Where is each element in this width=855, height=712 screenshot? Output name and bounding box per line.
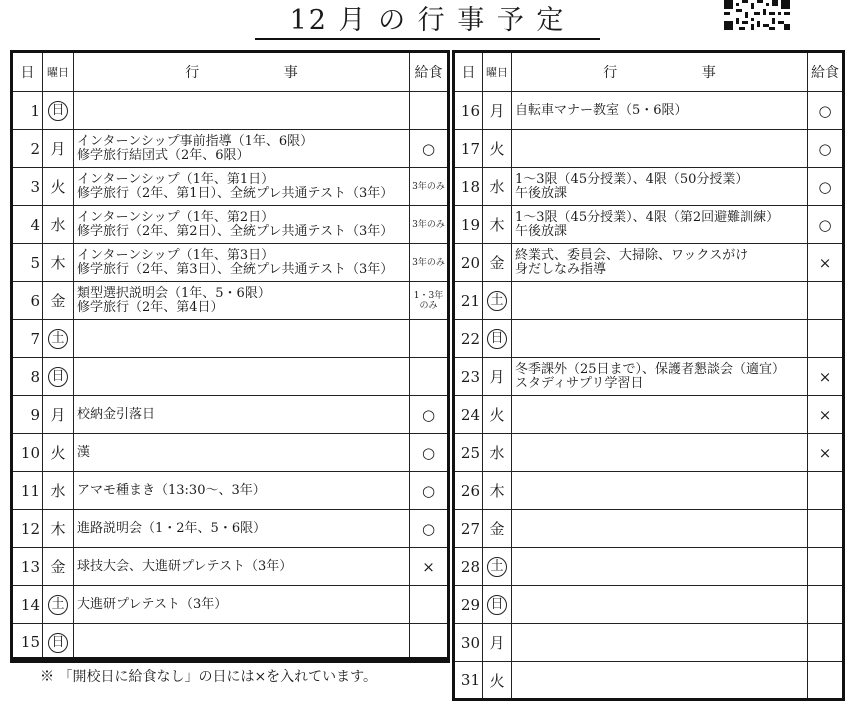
event-cell	[74, 624, 410, 662]
day-number: 26	[454, 472, 483, 510]
weekday: 月	[489, 102, 505, 120]
day-number: 24	[454, 396, 483, 434]
event-cell	[512, 282, 808, 320]
lunch-mark	[808, 320, 844, 358]
table-row	[454, 662, 844, 700]
lunch-mark: ×	[410, 548, 449, 586]
weekday-cell	[43, 510, 74, 548]
event-cell	[512, 624, 808, 662]
weekday-circled: 日	[48, 367, 68, 387]
lunch-mark: 3年のみ	[410, 168, 449, 206]
weekday-cell	[43, 206, 74, 244]
event-line: スタディサプリ学習日	[515, 375, 644, 391]
table-row	[12, 130, 449, 168]
event-cell	[512, 434, 808, 472]
lunch-mark: ○	[410, 510, 449, 548]
day-number: 23	[454, 358, 483, 396]
day-number: 27	[454, 510, 483, 548]
table-row	[12, 244, 449, 282]
table-row	[12, 282, 449, 320]
event-line: 終業式、委員会、大掃除、ワックスがけ	[515, 247, 749, 263]
day-number: 7	[12, 320, 43, 358]
lunch-mark	[808, 586, 844, 624]
event-line: 修学旅行（2年、第2日）、全統プレ共通テスト（3年）	[77, 223, 394, 239]
schedule-table-right	[452, 50, 845, 701]
weekday-cell	[43, 282, 74, 320]
header-weekday: 曜日	[483, 52, 512, 92]
day-number: 6	[12, 282, 43, 320]
weekday: 金	[50, 558, 66, 576]
weekday: 木	[50, 520, 66, 538]
weekday-cell	[483, 206, 512, 244]
event-line: インターンシップ（1年、第1日）	[77, 171, 275, 187]
weekday-cell	[43, 92, 74, 130]
event-cell	[74, 130, 410, 168]
weekday-cell	[43, 168, 74, 206]
day-number: 31	[454, 662, 483, 700]
weekday: 火	[489, 140, 505, 158]
weekday-circled: 日	[487, 595, 507, 615]
lunch-mark: ×	[808, 358, 844, 396]
weekday-cell	[43, 244, 74, 282]
event-line: アマモ種まき（13:30～、3年）	[77, 482, 266, 498]
weekday-cell	[483, 586, 512, 624]
table-row	[12, 434, 449, 472]
lunch-mark: ○	[808, 168, 844, 206]
weekday-cell	[483, 130, 512, 168]
weekday-cell	[43, 358, 74, 396]
weekday-cell	[483, 320, 512, 358]
table-row	[454, 358, 844, 396]
table-row	[12, 472, 449, 510]
lunch-mark: ×	[808, 434, 844, 472]
table-row	[12, 168, 449, 206]
lunch-mark: ○	[410, 434, 449, 472]
event-cell	[512, 586, 808, 624]
weekday-cell	[483, 92, 512, 130]
note-divider	[10, 657, 447, 660]
day-number: 2	[12, 130, 43, 168]
event-cell	[512, 244, 808, 282]
table-row	[454, 396, 844, 434]
weekday: 金	[489, 520, 505, 538]
event-line: 午後放課	[515, 223, 568, 239]
event-line: 校納金引落日	[77, 406, 156, 422]
day-number: 30	[454, 624, 483, 662]
weekday-circled: 土	[48, 329, 68, 349]
event-cell	[74, 168, 410, 206]
event-cell	[74, 548, 410, 586]
footnote: ※ 「開校日に給食なし」の日には×を入れています。	[40, 669, 378, 685]
event-line: インターンシップ（1年、第2日）	[77, 209, 275, 225]
weekday: 金	[50, 292, 66, 310]
event-cell	[74, 282, 410, 320]
day-number: 15	[12, 624, 43, 662]
event-cell	[512, 396, 808, 434]
day-number: 4	[12, 206, 43, 244]
event-cell	[74, 586, 410, 624]
lunch-mark: ○	[808, 92, 844, 130]
weekday: 木	[489, 216, 505, 234]
lunch-mark	[410, 586, 449, 624]
weekday-cell	[483, 624, 512, 662]
event-cell	[512, 662, 808, 700]
table-row	[12, 358, 449, 396]
weekday: 月	[489, 634, 505, 652]
event-cell	[74, 510, 410, 548]
day-number: 10	[12, 434, 43, 472]
lunch-mark: 3年のみ	[410, 206, 449, 244]
weekday-circled: 日	[48, 633, 68, 653]
weekday-cell	[483, 168, 512, 206]
day-number: 22	[454, 320, 483, 358]
table-row	[12, 624, 449, 662]
weekday: 月	[489, 368, 505, 386]
weekday-circled: 日	[48, 101, 68, 121]
table-row	[454, 282, 844, 320]
weekday-cell	[483, 662, 512, 700]
lunch-mark	[808, 510, 844, 548]
event-cell	[74, 244, 410, 282]
table-row	[454, 624, 844, 662]
weekday: 月	[50, 140, 66, 158]
qr-code-icon	[724, 0, 790, 30]
table-row	[454, 244, 844, 282]
lunch-mark: ×	[808, 396, 844, 434]
weekday-circled: 土	[487, 291, 507, 311]
table-row	[454, 434, 844, 472]
event-line: 午後放課	[515, 185, 568, 201]
header-event: 行 事	[74, 52, 410, 92]
event-line: 類型選択説明会（1年、5・6限）	[77, 285, 271, 301]
day-number: 14	[12, 586, 43, 624]
event-cell	[512, 130, 808, 168]
event-line: 冬季課外（25日まで）、保護者懇談会（適宜）	[515, 361, 786, 377]
day-number: 28	[454, 548, 483, 586]
table-row	[454, 92, 844, 130]
lunch-mark	[410, 92, 449, 130]
event-cell	[74, 396, 410, 434]
weekday-cell	[43, 472, 74, 510]
weekday-circled: 土	[48, 595, 68, 615]
header-day: 日	[454, 52, 483, 92]
event-cell	[74, 472, 410, 510]
lunch-mark: ○	[410, 396, 449, 434]
event-cell	[512, 472, 808, 510]
lunch-mark	[410, 358, 449, 396]
event-line: 球技大会、大進研プレテスト（3年）	[77, 558, 293, 574]
lunch-mark	[808, 624, 844, 662]
weekday-cell	[43, 130, 74, 168]
table-row	[454, 168, 844, 206]
weekday-cell	[43, 586, 74, 624]
day-number: 3	[12, 168, 43, 206]
header-lunch: 給食	[808, 52, 844, 92]
event-line: 大進研プレテスト（3年）	[77, 596, 228, 612]
event-cell	[512, 168, 808, 206]
weekday: 木	[489, 482, 505, 500]
lunch-mark: 3年のみ	[410, 244, 449, 282]
lunch-mark: ○	[808, 206, 844, 244]
weekday-cell	[43, 624, 74, 662]
table-row	[454, 586, 844, 624]
lunch-mark	[808, 548, 844, 586]
weekday-cell	[483, 472, 512, 510]
event-line: 1～3限（45分授業）、4限（50分授業）	[515, 171, 749, 187]
day-number: 11	[12, 472, 43, 510]
day-number: 20	[454, 244, 483, 282]
weekday: 水	[50, 216, 66, 234]
weekday: 水	[489, 178, 505, 196]
table-row	[454, 130, 844, 168]
event-line: インターンシップ事前指導（1年、6限）	[77, 133, 314, 149]
lunch-mark: ×	[808, 244, 844, 282]
table-row	[12, 548, 449, 586]
header-weekday: 曜日	[43, 52, 74, 92]
event-line: 進路説明会（1・2年、5・6限）	[77, 520, 267, 536]
weekday-cell	[483, 282, 512, 320]
event-cell	[512, 548, 808, 586]
day-number: 21	[454, 282, 483, 320]
weekday: 水	[50, 482, 66, 500]
day-number: 13	[12, 548, 43, 586]
table-row	[454, 206, 844, 244]
event-line: 修学旅行（2年、第1日）、全統プレ共通テスト（3年）	[77, 185, 394, 201]
lunch-mark	[808, 282, 844, 320]
day-number: 8	[12, 358, 43, 396]
weekday: 火	[50, 444, 66, 462]
day-number: 17	[454, 130, 483, 168]
table-row	[12, 206, 449, 244]
event-cell	[512, 92, 808, 130]
weekday-cell	[483, 510, 512, 548]
event-line: インターンシップ（1年、第3日）	[77, 247, 275, 263]
header-lunch: 給食	[410, 52, 449, 92]
weekday-cell	[43, 434, 74, 472]
event-line: 1～3限（45分授業）、4限（第2回避難訓練）	[515, 209, 780, 225]
day-number: 12	[12, 510, 43, 548]
lunch-mark: ○	[410, 472, 449, 510]
table-row	[454, 472, 844, 510]
header-day: 日	[12, 52, 43, 92]
table-row	[12, 586, 449, 624]
event-line: 身だしなみ指導	[515, 261, 607, 277]
weekday: 火	[489, 671, 505, 690]
event-line: 漢	[77, 444, 91, 460]
weekday-circled: 土	[487, 557, 507, 577]
lunch-mark	[808, 472, 844, 510]
header-event: 行 事	[512, 52, 808, 92]
day-number: 25	[454, 434, 483, 472]
lunch-mark	[410, 320, 449, 358]
lunch-mark	[808, 662, 844, 700]
weekday-cell	[43, 548, 74, 586]
page-title: 12 月 の 行 事 予 定	[255, 4, 600, 40]
lunch-mark: ○	[410, 130, 449, 168]
lunch-mark: 1・3年のみ	[410, 282, 449, 320]
table-row	[12, 92, 449, 130]
day-number: 9	[12, 396, 43, 434]
event-cell	[74, 358, 410, 396]
event-cell	[512, 206, 808, 244]
weekday: 金	[489, 254, 505, 272]
event-cell	[74, 92, 410, 130]
day-number: 29	[454, 586, 483, 624]
weekday-cell	[483, 244, 512, 282]
table-row	[454, 548, 844, 586]
table-row	[12, 320, 449, 358]
event-cell	[74, 434, 410, 472]
event-line: 修学旅行結団式（2年、6限）	[77, 147, 250, 163]
event-line: 自転車マナー教室（5・6限）	[515, 102, 688, 118]
day-number: 5	[12, 244, 43, 282]
weekday: 木	[50, 254, 66, 272]
weekday-cell	[483, 396, 512, 434]
lunch-mark: ○	[808, 130, 844, 168]
event-cell	[512, 358, 808, 396]
weekday-cell	[483, 358, 512, 396]
weekday-cell	[43, 396, 74, 434]
weekday: 火	[489, 406, 505, 424]
table-row	[454, 510, 844, 548]
schedule-table-left	[10, 50, 450, 663]
weekday-cell	[483, 548, 512, 586]
day-number: 1	[12, 92, 43, 130]
event-cell	[74, 206, 410, 244]
event-cell	[74, 320, 410, 358]
event-cell	[512, 510, 808, 548]
event-line: 修学旅行（2年、第3日）、全統プレ共通テスト（3年）	[77, 261, 394, 277]
table-row	[12, 510, 449, 548]
weekday-cell	[43, 320, 74, 358]
day-number: 18	[454, 168, 483, 206]
weekday: 水	[489, 444, 505, 462]
weekday-cell	[483, 434, 512, 472]
day-number: 16	[454, 92, 483, 130]
weekday: 火	[50, 178, 66, 196]
weekday-circled: 日	[487, 329, 507, 349]
day-number: 19	[454, 206, 483, 244]
table-row	[12, 396, 449, 434]
weekday: 月	[50, 406, 66, 424]
table-row	[454, 320, 844, 358]
lunch-mark	[410, 624, 449, 662]
event-line: 修学旅行（2年、第4日）	[77, 299, 224, 315]
event-cell	[512, 320, 808, 358]
